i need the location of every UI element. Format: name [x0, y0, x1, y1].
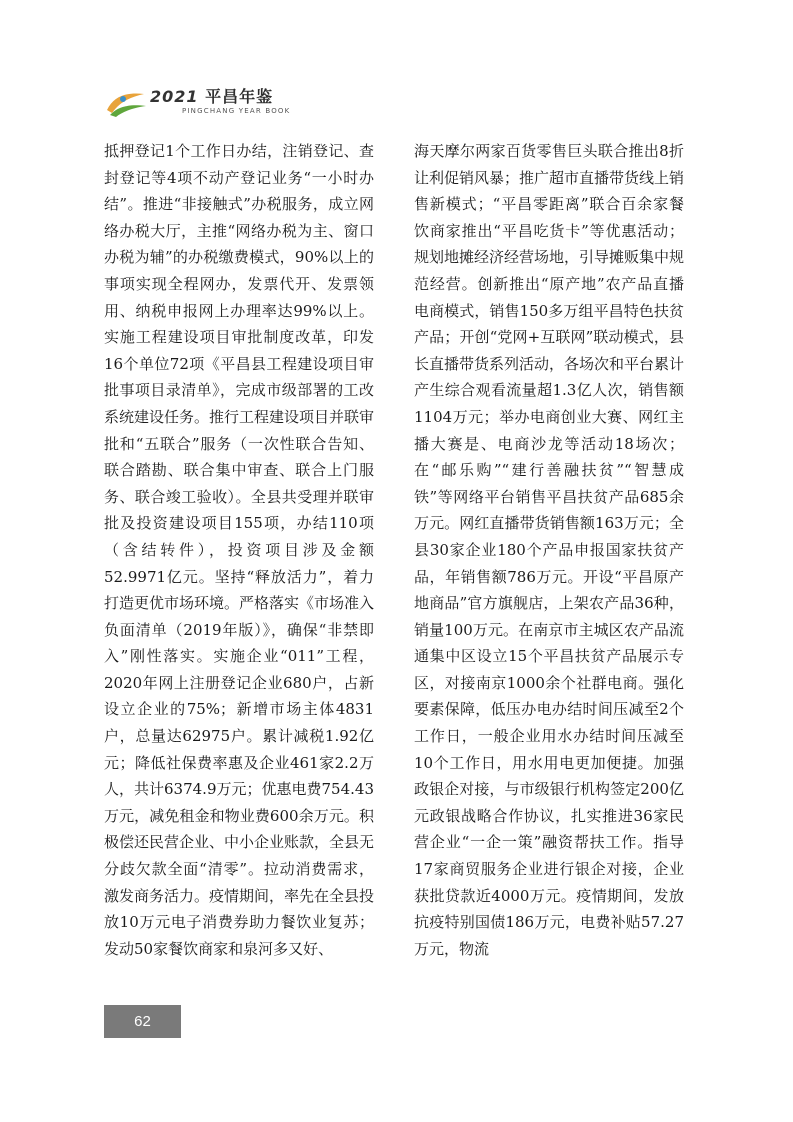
yearbook-logo-icon — [104, 88, 148, 118]
yearbook-title — [150, 84, 273, 107]
yearbook-header — [104, 80, 304, 125]
yearbook-year: 2021 — [150, 87, 199, 106]
yearbook-name: 平昌年鉴 — [205, 87, 274, 106]
text-column-left: 抵押登记1个工作日办结，注销登记、查封登记等4项不动产登记业务“一小时办结”。推进“非接触式”办税服务，成立网络办税大厅，主推“网络办税为主、窗口办税为辅”的办税缴费模式，90%以上的事项实现全程网办，发票代开、发票领用、纳税申报网上办理率达99%以上。实施工程建设项目审批制度改革，印发16个单位72项《平昌县工程建设项目审批事项目录清单》，完成市级部署的工改系统建设任务。推行工程建设项目并联审批和“五联合”服务（一次性联合告知、联合踏勘、联合集中审查、联合上门服务、联合竣工验收）。全县共受理并联审批及投资建设项目155项，办结110项（含结转件），投资项目涉及金额52.9971亿元。坚持“释放活力”，着力打造更优市场环境。严格落实《市场准入负面清单（2019年版）》，确保“非禁即入”刚性落实。实施企业“011”工程，2020年网上注册登记企业680户，占新设立企业的75%；新增市场主体4831户，总量达62975户。累计减税1.92亿元；降低社保费率惠及企业461家2.2万人，共计6374.9万元；优惠电费754.43万元，减免租金和物业费600余万元。积极偿还民营企业、中小企业账款，全县无分歧欠款全面“清零”。拉动消费需求，激发商务活力。疫情期间，率先在全县投放10万元电子消费券助力餐饮业复苏；发动50家餐饮商家和泉河多又好、 — [104, 142, 375, 958]
yearbook-subtitle: PINGCHANG YEAR BOOK — [182, 107, 291, 115]
text-column-right: 海天摩尔两家百货零售巨头联合推出8折让利促销风暴；推广超市直播带货线上销售新模式；“平昌零距离”联合百余家餐饮商家推出“平昌吃货卡”等优惠活动；规划地摊经济经营场地，引导摊贩集中规范经营。创新推出“原产地”农产品直播电商模式，销售150多万组平昌特色扶贫产品；开创“党网+互联网”联动模式，县长直播带货系列活动，各场次和平台累计产生综合观看流量超1.3亿人次，销售额1104万元；举办电商创业大赛、网红主播大赛是、电商沙龙等活动18场次；在“邮乐购”“建行善融扶贫”“智慧成铁”等网络平台销售平昌扶贫产品685余万元。网红直播带货销售额163万元；全县30家企业180个产品申报国家扶贫产品，年销售额786万元。开设“平昌原产地商品”官方旗舰店，上架农产品36种，销量100万元。在南京市主城区农产品流通集中区设立15个平昌扶贫产品展示专区，对接南京1000余个社群电商。强化要素保障，低压办电办结时间压减至2个工作日，一般企业用水办结时间压减至10个工作日，用水用电更加便捷。加强政银企对接，与市级银行机构签定200亿元政银战略合作协议，扎实推进36家民营企业“一企一策”融资帮扶工作。指导17家商贸服务企业进行银企对接，企业获批贷款近4000万元。疫情期间，发放抗疫特别国债186万元，电费补贴57.27万元，物流 — [414, 142, 685, 958]
page-number: 62 — [104, 1005, 181, 1038]
